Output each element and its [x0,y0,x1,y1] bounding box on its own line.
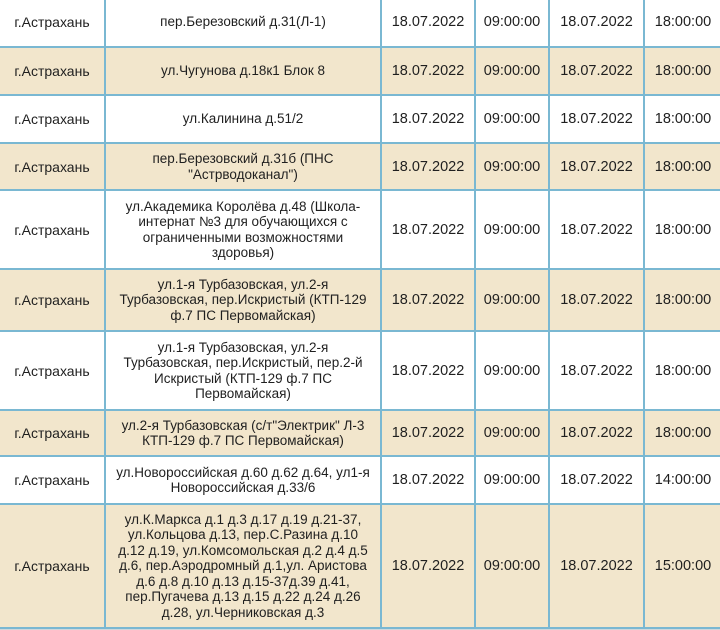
city-cell: г.Астрахань [0,411,106,457]
address-cell: пер.Березовский д.31(Л-1) [106,0,382,48]
start-time-cell: 09:00:00 [476,505,550,629]
table-row [0,0,720,48]
end-time-cell: 18:00:00 [645,0,720,48]
table-row [0,505,720,629]
table-row [0,96,720,144]
city-cell: г.Астрахань [0,144,106,191]
address-cell: ул.Чугунова д.18к1 Блок 8 [106,48,382,96]
start-time-cell: 09:00:00 [476,96,550,144]
table-row [0,48,720,96]
start-time-cell: 09:00:00 [476,191,550,270]
start-date-cell: 18.07.2022 [382,505,476,629]
city-cell: г.Астрахань [0,48,106,96]
city-cell: г.Астрахань [0,96,106,144]
address-cell: ул.1-я Турбазовская, ул.2-я Турбазовская, пер.Искристый (КТП-129 ф.7 ПС Первомайская) [106,270,382,332]
city-cell: г.Астрахань [0,332,106,411]
start-time-cell: 09:00:00 [476,48,550,96]
end-date-cell: 18.07.2022 [550,96,645,144]
city-cell: г.Астрахань [0,191,106,270]
address-cell: пер.Березовский д.31б (ПНС "Астрводоканал") [106,144,382,191]
end-time-cell: 18:00:00 [645,411,720,457]
start-date-cell: 18.07.2022 [382,332,476,411]
end-date-cell: 18.07.2022 [550,191,645,270]
end-time-cell: 18:00:00 [645,144,720,191]
start-date-cell: 18.07.2022 [382,191,476,270]
table-row [0,457,720,505]
end-time-cell: 18:00:00 [645,191,720,270]
start-time-cell: 09:00:00 [476,0,550,48]
address-cell: ул.Академика Королёва д.48 (Школа-интернат №3 для обучающихся с ограниченными возможностями здоровья) [106,191,382,270]
address-cell: ул.2-я Турбазовская (с/т"Электрик" Л-3 КТП-129 ф.7 ПС Первомайская) [106,411,382,457]
city-cell: г.Астрахань [0,0,106,48]
start-time-cell: 09:00:00 [476,411,550,457]
end-date-cell: 18.07.2022 [550,505,645,629]
start-date-cell: 18.07.2022 [382,457,476,505]
end-date-cell: 18.07.2022 [550,0,645,48]
start-date-cell: 18.07.2022 [382,411,476,457]
start-time-cell: 09:00:00 [476,144,550,191]
end-date-cell: 18.07.2022 [550,48,645,96]
start-date-cell: 18.07.2022 [382,0,476,48]
address-cell: ул.1-я Турбазовская, ул.2-я Турбазовская, пер.Искристый, пер.2-й Искристый (КТП-129 ф.7 ПС Первомайская) [106,332,382,411]
table-row [0,332,720,411]
start-date-cell: 18.07.2022 [382,144,476,191]
end-date-cell: 18.07.2022 [550,332,645,411]
address-cell: ул.К.Маркса д.1 д.3 д.17 д.19 д.21-37, ул.Кольцова д.13, пер.С.Разина д.10 д.12 д.19, ул.Комсомольская д.2 д.4 д.5 д.6, пер.Аэродромный д.1,ул. Аристова д.6 д.8 д.10 д.13 д.15-37д.39 д.41, пер.Пугачева д.13 д.15 д.22 д.24 д.26 д.28, ул.Черниковская д.3 [106,505,382,629]
end-time-cell: 18:00:00 [645,48,720,96]
table-row [0,411,720,457]
city-cell: г.Астрахань [0,270,106,332]
start-time-cell: 09:00:00 [476,457,550,505]
table-row [0,270,720,332]
start-time-cell: 09:00:00 [476,332,550,411]
end-date-cell: 18.07.2022 [550,457,645,505]
address-cell: ул.Калинина д.51/2 [106,96,382,144]
start-date-cell: 18.07.2022 [382,48,476,96]
table-row [0,191,720,270]
start-date-cell: 18.07.2022 [382,270,476,332]
city-cell: г.Астрахань [0,505,106,629]
start-time-cell: 09:00:00 [476,270,550,332]
end-date-cell: 18.07.2022 [550,270,645,332]
start-date-cell: 18.07.2022 [382,96,476,144]
city-cell: г.Астрахань [0,457,106,505]
end-time-cell: 15:00:00 [645,505,720,629]
end-time-cell: 18:00:00 [645,270,720,332]
end-time-cell: 18:00:00 [645,332,720,411]
end-time-cell: 14:00:00 [645,457,720,505]
end-date-cell: 18.07.2022 [550,144,645,191]
end-date-cell: 18.07.2022 [550,411,645,457]
address-cell: ул.Новороссийская д.60 д.62 д.64, ул1-я Новороссийская д.33/6 [106,457,382,505]
table-row [0,144,720,191]
end-time-cell: 18:00:00 [645,96,720,144]
